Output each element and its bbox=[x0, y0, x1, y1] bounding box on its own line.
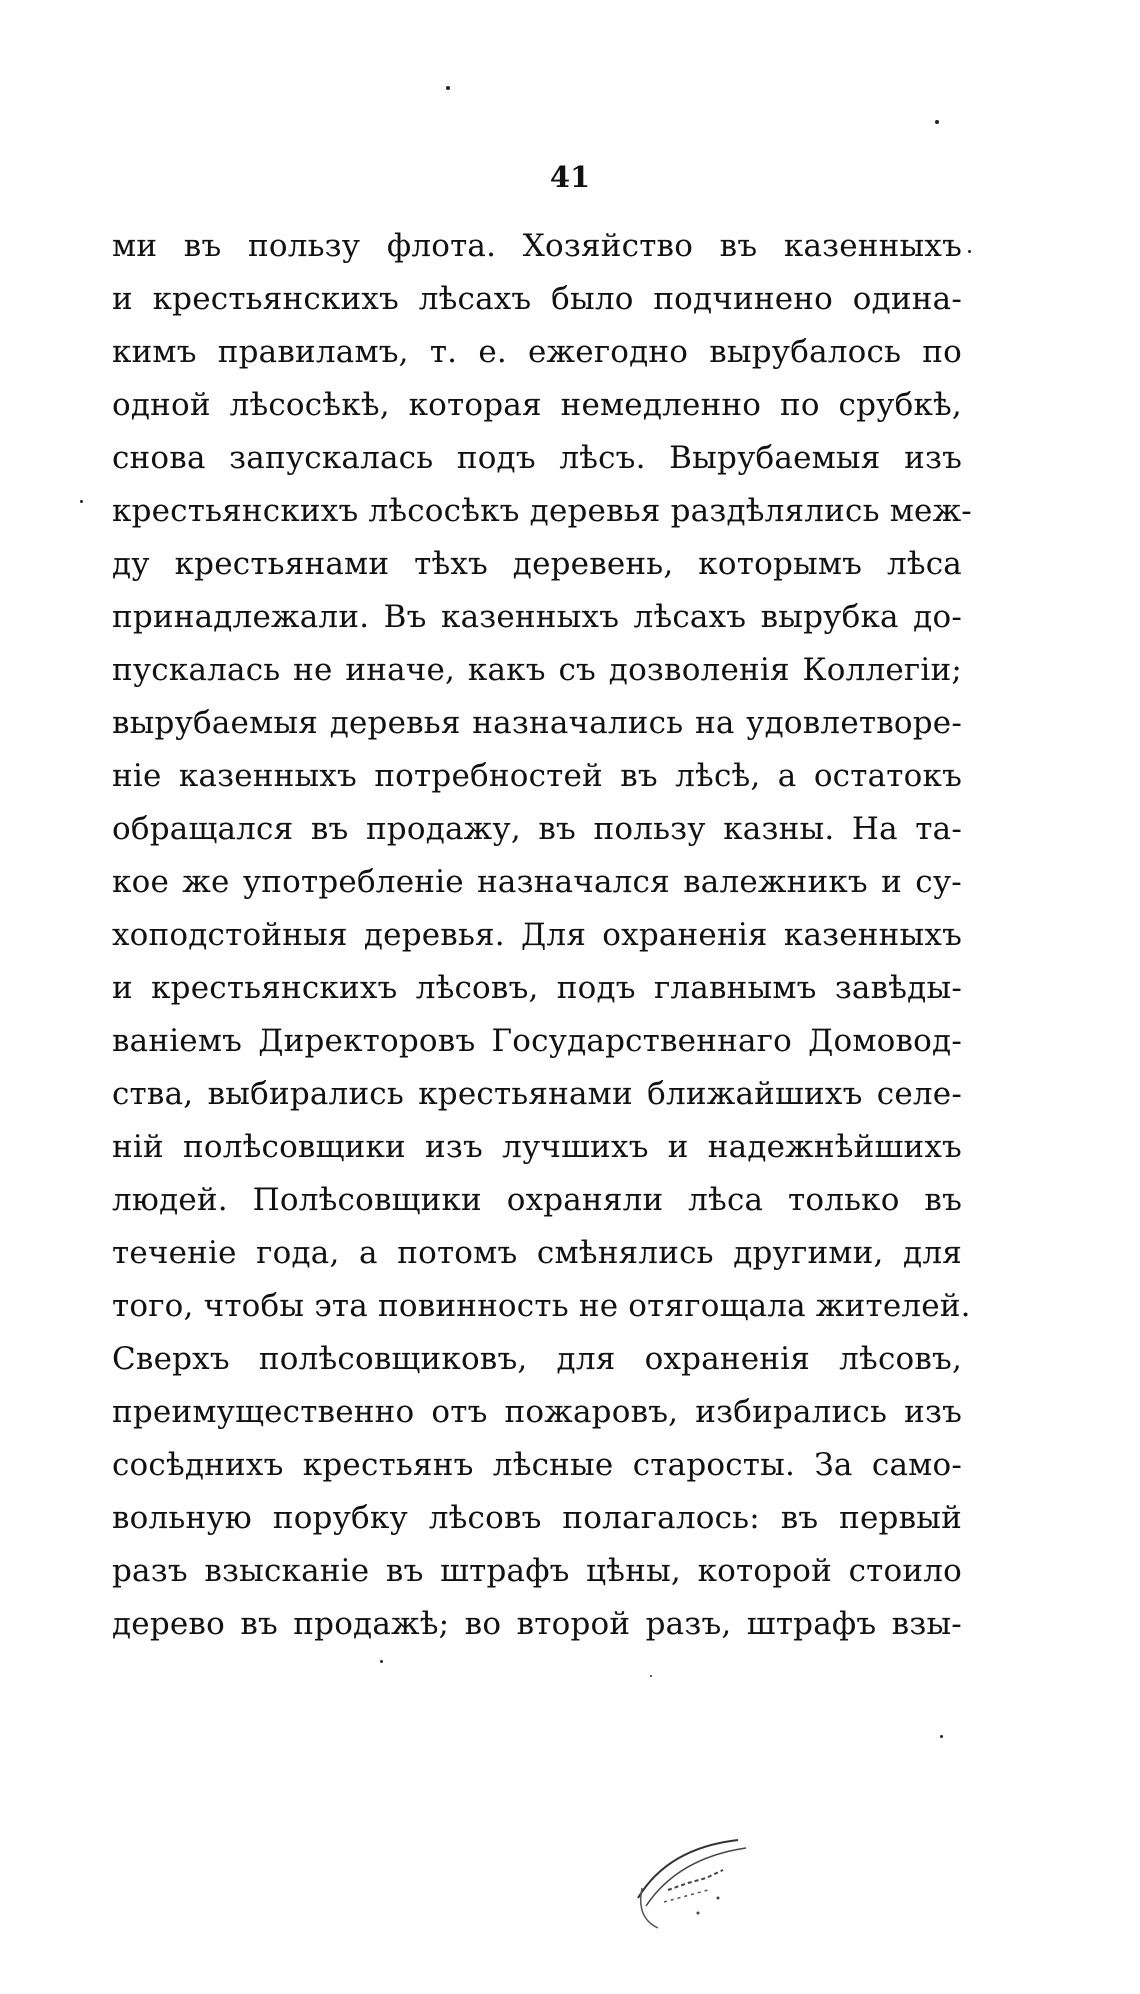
scan-speck bbox=[446, 86, 450, 90]
text-line: дерево въ продажѣ; во второй разъ, штрафъ взы- bbox=[112, 1606, 962, 1642]
scan-speck bbox=[935, 120, 939, 124]
text-line: Сверхъ полѣсовщиковъ, для охраненія лѣсовъ, bbox=[112, 1341, 962, 1377]
text-line: ду крестьянами тѣхъ деревень, которымъ лѣса bbox=[112, 546, 962, 582]
text-line: теченіе года, а потомъ смѣнялись другими, для bbox=[112, 1235, 962, 1271]
text-line: крестьянскихъ лѣсосѣкъ деревья раздѣлялись меж- bbox=[112, 493, 972, 529]
text-line: ніе казенныхъ потребностей въ лѣсѣ, а остатокъ bbox=[112, 758, 962, 794]
text-line: снова запускалась подъ лѣсъ. Вырубаемыя изъ bbox=[112, 440, 962, 476]
text-line: ми въ пользу флота. Хозяйство въ казенныхъ bbox=[112, 228, 962, 264]
text-line: ства, выбирались крестьянами ближайшихъ селе- bbox=[112, 1076, 962, 1112]
text-line: вольную порубку лѣсовъ полагалось: въ первый bbox=[112, 1500, 962, 1536]
text-line: людей. Полѣсовщики охраняли лѣса только въ bbox=[112, 1182, 962, 1218]
scan-speck bbox=[80, 500, 83, 503]
page-number: 41 bbox=[549, 160, 591, 194]
text-line: обращался въ продажу, въ пользу казны. На та- bbox=[112, 811, 962, 847]
text-line: пускалась не иначе, какъ съ дозволенія Коллегіи; bbox=[112, 652, 962, 688]
scan-speck bbox=[650, 1675, 652, 1677]
text-line: того, чтобы эта повинность не отягощала жителей. bbox=[112, 1288, 971, 1324]
text-line: хоподстойныя деревья. Для охраненія казенныхъ bbox=[112, 917, 962, 953]
scan-speck bbox=[940, 1735, 943, 1738]
library-stamp bbox=[628, 1828, 768, 1938]
scan-speck bbox=[380, 1660, 383, 1663]
text-line: разъ взысканіе въ штрафъ цѣны, которой стоило bbox=[112, 1553, 962, 1589]
text-line: кое же употребленіе назначался валежникъ и су- bbox=[112, 864, 962, 900]
body-text bbox=[112, 220, 972, 1651]
text-line: и крестьянскихъ лѣсахъ было подчинено одина- bbox=[112, 281, 962, 317]
text-line: вырубаемыя деревья назначались на удовлетворе- bbox=[112, 705, 962, 741]
text-line: одной лѣсосѣкѣ, которая немедленно по срубкѣ, bbox=[112, 387, 962, 423]
scan-speck bbox=[968, 250, 971, 253]
text-line: ваніемъ Директоровъ Государственнаго Домовод- bbox=[112, 1023, 962, 1059]
text-line: принадлежали. Въ казенныхъ лѣсахъ вырубка до- bbox=[112, 599, 962, 635]
text-line: преимущественно отъ пожаровъ, избирались изъ bbox=[112, 1394, 962, 1430]
text-line: ній полѣсовщики изъ лучшихъ и надежнѣйшихъ bbox=[112, 1129, 962, 1165]
text-line: и крестьянскихъ лѣсовъ, подъ главнымъ завѣды- bbox=[112, 970, 962, 1006]
text-line: сосѣднихъ крестьянъ лѣсные старосты. За само- bbox=[112, 1447, 962, 1483]
text-line: кимъ правиламъ, т. е. ежегодно вырубалось по bbox=[112, 334, 962, 370]
